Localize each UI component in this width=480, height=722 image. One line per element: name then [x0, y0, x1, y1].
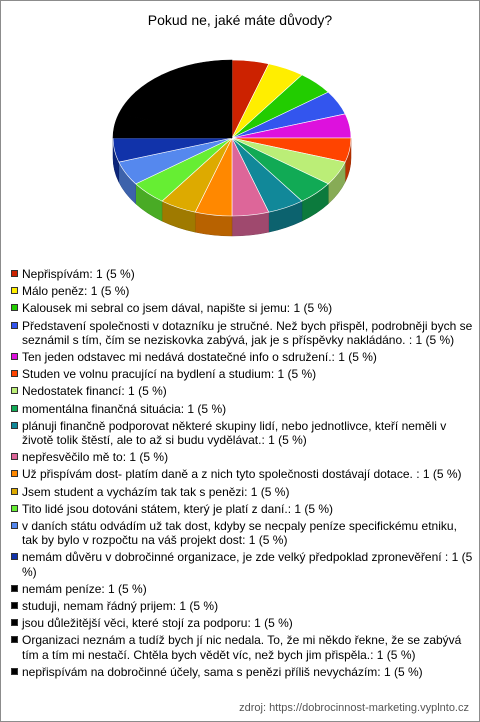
legend-swatch — [11, 387, 18, 394]
legend-label: studuji, nemam řádný prijem: 1 (5 %) — [22, 599, 219, 614]
legend-item — [11, 284, 473, 298]
legend-item — [11, 301, 473, 315]
legend-item — [11, 485, 473, 499]
pie-chart — [1, 1, 479, 261]
legend-label: Nepřispívám: 1 (5 %) — [22, 267, 135, 281]
legend-swatch — [11, 405, 18, 412]
legend-label: Nedostatek financí: 1 (5 %) — [22, 384, 167, 399]
legend-swatch — [11, 668, 18, 675]
legend-item — [11, 267, 473, 281]
legend-label: Málo peněz: 1 (5 %) — [22, 284, 130, 299]
legend-item — [11, 367, 473, 381]
legend-swatch — [11, 585, 18, 592]
legend-label: Tito lidé jsou dotováni státem, který je platí z daní.: 1 (5 %) — [22, 501, 334, 516]
legend-item — [11, 550, 473, 578]
legend-label: Už přispívám dost- platím daně a z nich tyto společnosti dostávají dotace. : 1 (5 %) — [22, 467, 462, 482]
legend-swatch — [11, 470, 18, 477]
legend-item — [11, 384, 473, 398]
legend-label: nepřispívám na dobročinné účely, sama s penězi příliš nevycházím: 1 (5 %) — [22, 664, 423, 679]
legend-swatch — [11, 488, 18, 495]
legend-swatch — [11, 304, 18, 311]
legend-item — [11, 616, 473, 630]
legend-item — [11, 419, 473, 447]
legend-swatch — [11, 422, 18, 429]
legend-item — [11, 350, 473, 364]
source-footer: zdroj: https://dobrocinnost-marketing.vyplnto.cz — [239, 702, 469, 714]
legend-item — [11, 665, 473, 679]
legend-item — [11, 633, 473, 661]
legend-label: Studen ve volnu pracující na bydlení a studium: 1 (5 %) — [22, 367, 317, 382]
legend-label: momentálna finančná situácia: 1 (5 %) — [22, 401, 227, 416]
legend-label: nemám peníze: 1 (5 %) — [22, 581, 147, 596]
legend-swatch — [11, 522, 18, 529]
legend-label: Organizaci neznám a tudíž bych jí nic nedala. To, že mi někdo řekne, že se zabývá tím a tím mi nestačí. Chtěla bych vědět víc, než bych jim přispěla.: 1 (5 %) — [22, 633, 462, 662]
legend-label: Kalousek mi sebral co jsem dával, napište si jemu: 1 (5 %) — [22, 301, 333, 316]
legend-swatch — [11, 353, 18, 360]
legend-label: Představení společnosti v dotazníku je stručné. Než bych přispěl, podrobněji bych se seznámil s tím, čím se neziskovka zabývá, jak je s příspěvky nakládáno. : 1 (5 %) — [22, 318, 473, 347]
legend-swatch — [11, 270, 18, 277]
legend-item — [11, 319, 473, 347]
legend-swatch — [11, 636, 18, 643]
legend-swatch — [11, 619, 18, 626]
chart-title: Pokud ne, jaké máte důvody? — [147, 12, 333, 28]
legend — [11, 267, 473, 682]
legend-swatch — [11, 453, 18, 460]
legend-swatch — [11, 602, 18, 609]
legend-label: nemám důvěru v dobročinné organizace, je zde velký předpoklad zpronevěření : 1 (5 %) — [22, 550, 473, 579]
legend-swatch — [11, 370, 18, 377]
legend-item — [11, 599, 473, 613]
legend-item — [11, 450, 473, 464]
legend-swatch — [11, 505, 18, 512]
legend-label: v daních státu odvádím už tak dost, kdyby se necpaly peníze specifickému etniku, tak by bylo v rozpočtu na váš projekt dost: 1 (5 %) — [22, 519, 457, 548]
legend-label: nepřesvěčilo mě to: 1 (5 %) — [22, 450, 169, 465]
legend-label: jsou důležitější věci, které stojí za podporu: 1 (5 %) — [22, 616, 293, 631]
legend-label: Ten jeden odstavec mi nedává dostatečné info o sdružení.: 1 (5 %) — [22, 350, 377, 365]
legend-item — [11, 502, 473, 516]
legend-swatch — [11, 553, 18, 560]
legend-label: Jsem student a vycházím tak tak s penězi: 1 (5 %) — [22, 484, 290, 499]
legend-item — [11, 519, 473, 547]
legend-swatch — [11, 322, 18, 329]
legend-label: plánuji finančně podporovat některé skupiny lidí, nebo jednotlivce, kteří neměli v životě tolik štěstí, ale to až si budu vydělávat.: 1 (5 %) — [22, 418, 447, 448]
legend-item — [11, 582, 473, 596]
legend-item — [11, 467, 473, 481]
legend-swatch — [11, 287, 18, 294]
legend-item — [11, 402, 473, 416]
